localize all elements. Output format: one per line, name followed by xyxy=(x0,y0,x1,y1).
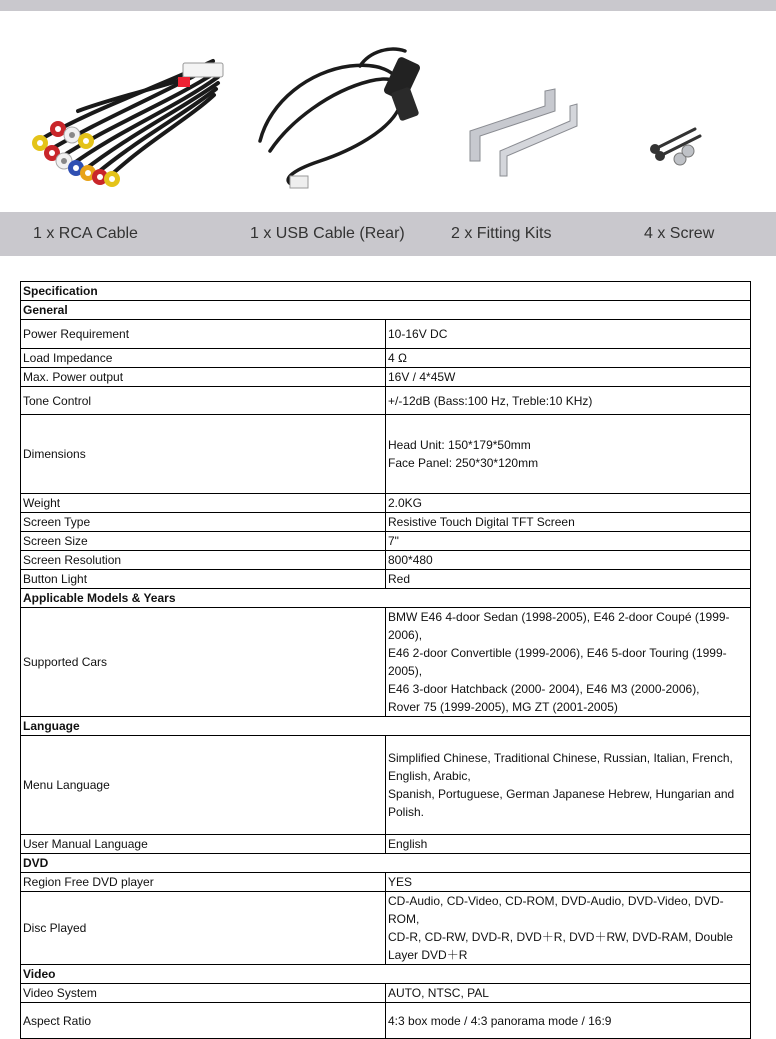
table-row xyxy=(21,387,751,415)
spec-key: Power Requirement xyxy=(21,320,386,349)
spec-key: Region Free DVD player xyxy=(21,873,386,892)
table-row xyxy=(21,608,751,717)
section-row xyxy=(21,854,751,873)
table-row xyxy=(21,984,751,1003)
caption-fitting-kits: 2 x Fitting Kits xyxy=(451,225,552,242)
spec-key: Screen Resolution xyxy=(21,551,386,570)
spec-key: Tone Control xyxy=(21,387,386,415)
spec-value: +/-12dB (Bass:100 Hz, Treble:10 KHz) xyxy=(386,387,751,415)
table-row xyxy=(21,349,751,368)
spec-value: CD-Audio, CD-Video, CD-ROM, DVD-Audio, DVD-Video, DVD-ROM, CD-R, CD-RW, DVD-R, DVD＋R, DVD＋RW, DVD-RAM, Double Layer DVD＋R xyxy=(386,892,751,965)
table-row xyxy=(21,551,751,570)
section-row xyxy=(21,282,751,301)
spec-value: YES xyxy=(386,873,751,892)
spec-key: Load Impedance xyxy=(21,349,386,368)
table-row xyxy=(21,1003,751,1039)
spec-key: Disc Played xyxy=(21,892,386,965)
section-row xyxy=(21,717,751,736)
spec-key: Max. Power output xyxy=(21,368,386,387)
table-row xyxy=(21,835,751,854)
table-row xyxy=(21,873,751,892)
section-title: Specification xyxy=(21,282,751,301)
spec-value: Head Unit: 150*179*50mm Face Panel: 250*30*120mm xyxy=(386,415,751,494)
spec-key: Dimensions xyxy=(21,415,386,494)
spec-value: 10-16V DC xyxy=(386,320,751,349)
spec-key: Button Light xyxy=(21,570,386,589)
section-title: Video xyxy=(21,965,751,984)
spec-value: 800*480 xyxy=(386,551,751,570)
rca-cable-image xyxy=(18,11,228,212)
spec-value: Red xyxy=(386,570,751,589)
section-row xyxy=(21,589,751,608)
section-row xyxy=(21,965,751,984)
spec-value: 2.0KG xyxy=(386,494,751,513)
spec-key: Screen Size xyxy=(21,532,386,551)
caption-screw: 4 x Screw xyxy=(644,225,715,242)
table-row xyxy=(21,368,751,387)
spec-value: 16V / 4*45W xyxy=(386,368,751,387)
spec-value: English xyxy=(386,835,751,854)
spec-value: BMW E46 4-door Sedan (1998-2005), E46 2-door Coupé (1999-2006), E46 2-door Convertible (1999-2006), E46 5-door Touring (1999-2005), E46 3-door Hatchback (2000- 2004), E46 M3 (2000-2006), Rover 75 (1999-2005), MG ZT (2001-2005) xyxy=(386,608,751,717)
spec-key: Screen Type xyxy=(21,513,386,532)
spec-key: User Manual Language xyxy=(21,835,386,854)
caption-usb-cable: 1 x USB Cable (Rear) xyxy=(250,225,405,242)
spec-value: 4:3 box mode / 4:3 panorama mode / 16:9 xyxy=(386,1003,751,1039)
table-row xyxy=(21,320,751,349)
section-title: General xyxy=(21,301,751,320)
section-title: Applicable Models & Years xyxy=(21,589,751,608)
top-strip xyxy=(0,0,776,11)
fitting-kits-image xyxy=(455,11,595,212)
table-row xyxy=(21,570,751,589)
spec-key: Weight xyxy=(21,494,386,513)
usb-cable-image xyxy=(240,11,430,212)
table-row xyxy=(21,415,751,494)
specification-table xyxy=(20,281,751,1039)
table-row xyxy=(21,736,751,835)
spec-value: 7" xyxy=(386,532,751,551)
spec-value: Resistive Touch Digital TFT Screen xyxy=(386,513,751,532)
table-row xyxy=(21,892,751,965)
spec-key: Video System xyxy=(21,984,386,1003)
spec-value: AUTO, NTSC, PAL xyxy=(386,984,751,1003)
section-row xyxy=(21,301,751,320)
product-images xyxy=(0,11,776,212)
spec-value: Simplified Chinese, Traditional Chinese, Russian, Italian, French, English, Arabic, Spanish, Portuguese, German Japanese Hebrew, Hungarian and Polish. xyxy=(386,736,751,835)
screws-image xyxy=(640,11,750,212)
section-title: DVD xyxy=(21,854,751,873)
caption-bar xyxy=(0,212,776,256)
spec-value: 4 Ω xyxy=(386,349,751,368)
table-row xyxy=(21,494,751,513)
caption-rca-cable: 1 x RCA Cable xyxy=(33,225,138,242)
table-row xyxy=(21,513,751,532)
spec-key: Supported Cars xyxy=(21,608,386,717)
table-row xyxy=(21,532,751,551)
spec-key: Menu Language xyxy=(21,736,386,835)
section-title: Language xyxy=(21,717,751,736)
spec-key: Aspect Ratio xyxy=(21,1003,386,1039)
